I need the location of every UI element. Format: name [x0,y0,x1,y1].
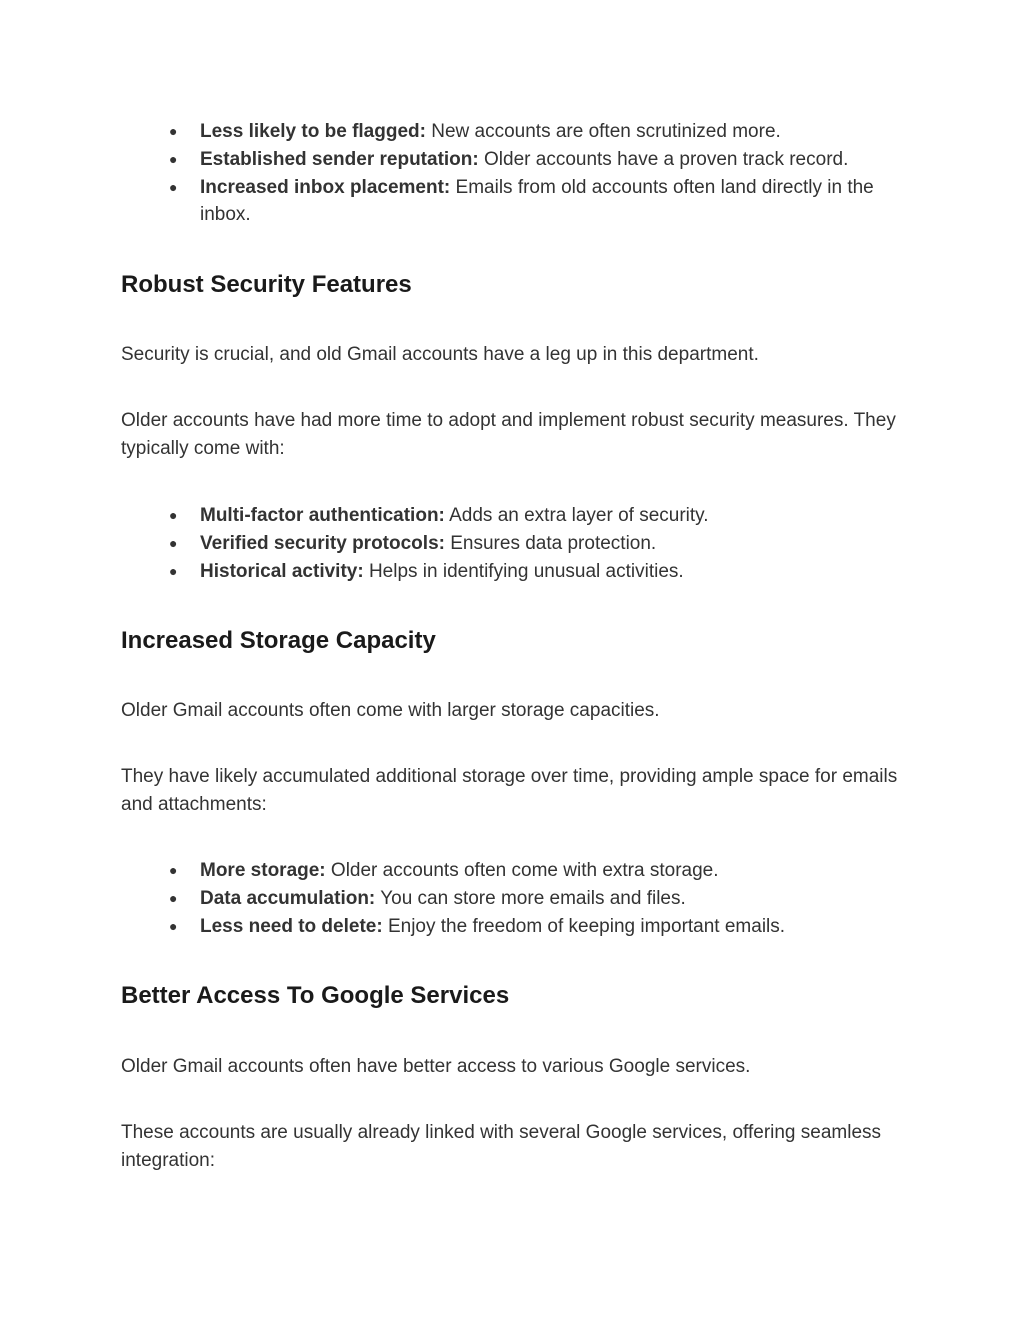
bullet-icon: ● [169,562,178,579]
list-item-text: Helps in identifying unusual activities. [363,560,684,582]
google-detail-paragraph: These accounts are usually already linked with several Google services, offering seamless integration: [121,1122,882,1171]
security-detail-paragraph: Older accounts have had more time to adopt and implement robust security measures. They typically come with: [121,410,896,459]
list-item [121,885,911,913]
list-item-text: Older accounts often come with extra storage. [325,860,719,881]
bullet-icon: ● [169,123,178,139]
list-item-term: Established sender reputation: [200,148,479,170]
section-heading-storage: Increased Storage Capacity [121,627,436,654]
list-item-term: Less need to delete: [200,915,383,937]
list-item-term: Data accumulation: [200,887,376,909]
bullet-icon: ● [169,178,178,195]
list-item [121,530,911,558]
bullet-icon: ● [169,917,178,934]
bullet-icon: ● [169,534,178,551]
deliverability-list [121,118,911,229]
list-item-text: Older accounts have a proven track record. [478,148,849,170]
list-item-text: Enjoy the freedom of keeping important emails. [382,915,786,937]
list-item [121,558,911,586]
list-item-term: Less likely to be flagged: [200,121,426,142]
google-intro-paragraph: Older Gmail accounts often have better access to various Google services. [121,1056,751,1077]
list-item [121,502,911,530]
storage-intro-paragraph: Older Gmail accounts often come with larger storage capacities. [121,700,660,721]
list-item [121,174,911,230]
bullet-icon: ● [169,150,178,167]
list-item-term: Multi-factor authentication: [200,505,445,526]
list-item-text: Adds an extra layer of security. [444,505,709,526]
list-item [121,857,911,885]
list-item-term: Historical activity: [200,560,364,582]
list-item [121,118,911,146]
list-item-term: Verified security protocols: [200,532,445,554]
list-item-text: You can store more emails and files. [375,887,686,909]
list-item [121,146,911,174]
list-item-term: More storage: [200,860,326,881]
list-item-text: New accounts are often scrutinized more. [425,121,781,142]
list-item-text: Emails from old accounts often land directly in the inbox. [200,176,874,226]
list-item-text: Ensures data protection. [444,532,657,554]
bullet-icon: ● [169,862,178,878]
section-heading-google: Better Access To Google Services [121,982,510,1009]
list-item-term: Increased inbox placement: [200,176,451,198]
bullet-icon: ● [169,507,178,523]
storage-detail-paragraph: They have likely accumulated additional storage over time, providing ample space for emails and attachments: [121,766,898,815]
security-intro-paragraph: Security is crucial, and old Gmail accounts have a leg up in this department. [121,344,759,365]
section-heading-security: Robust Security Features [121,271,412,298]
bullet-icon: ● [169,889,178,906]
security-list [121,502,911,585]
list-item [121,913,911,941]
storage-list [121,857,911,940]
